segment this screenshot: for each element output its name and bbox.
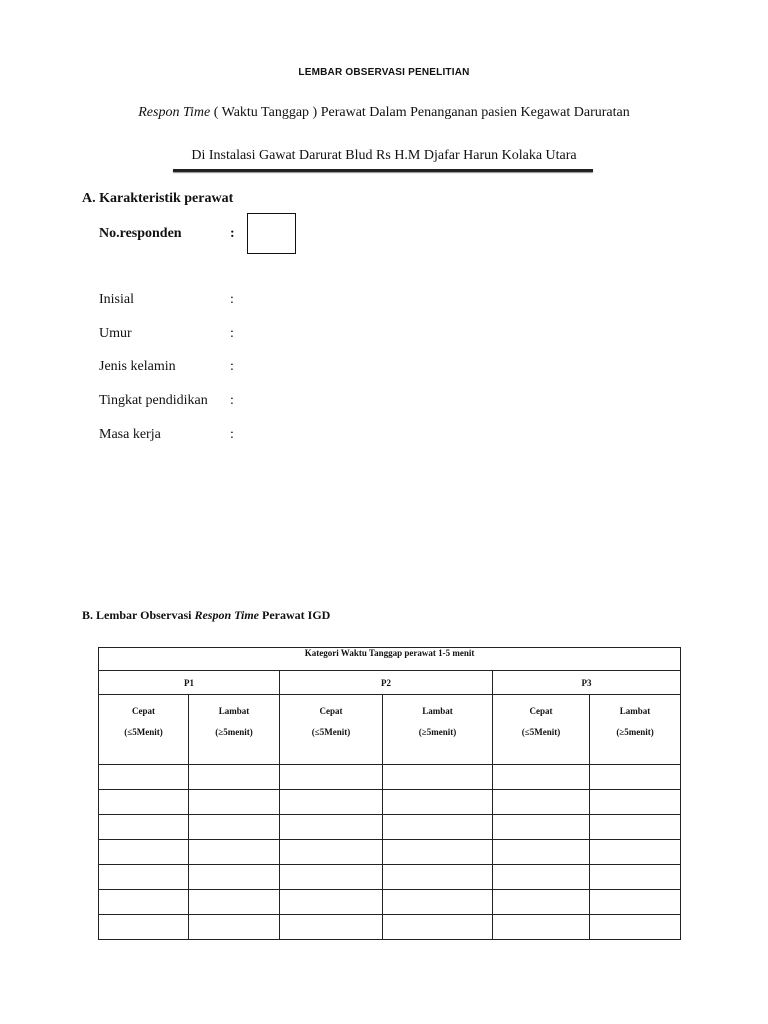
no-responden-label: No.responden: [99, 226, 182, 241]
document-title: LEMBAR OBSERVASI PENELITIAN: [298, 67, 470, 78]
field-label-inisial: Inisial: [99, 292, 134, 307]
column-header-label: Lambat: [619, 706, 651, 716]
column-header-label: Cepat: [132, 706, 155, 716]
section-b-suffix: Perawat IGD: [259, 608, 331, 622]
table-cell[interactable]: [99, 840, 189, 865]
section-a-heading: A. Karakteristik perawat: [82, 191, 234, 206]
subtitle-line-1: [0, 105, 768, 121]
table-cell[interactable]: [590, 865, 681, 890]
table-cell[interactable]: [590, 890, 681, 915]
column-header-sub: (≥5menit): [616, 727, 654, 737]
table-cell[interactable]: [99, 790, 189, 815]
column-header-label: Lambat: [422, 706, 453, 716]
table-cell[interactable]: [383, 765, 493, 790]
group-header-p2: P2: [280, 671, 493, 695]
table-cell[interactable]: [590, 915, 681, 940]
table-cell[interactable]: [590, 840, 681, 865]
column-header: [383, 695, 493, 765]
no-responden-box[interactable]: [247, 213, 296, 254]
observation-table: [98, 647, 681, 940]
table-cell[interactable]: [280, 915, 383, 940]
table-cell[interactable]: [189, 865, 280, 890]
table-cell[interactable]: [493, 790, 590, 815]
table-cell[interactable]: [99, 765, 189, 790]
table-cell[interactable]: [189, 915, 280, 940]
column-header-sub: (≤5Menit): [124, 727, 163, 737]
table-cell[interactable]: [383, 890, 493, 915]
table-title: Kategori Waktu Tanggap perawat 1-5 menit: [99, 648, 681, 671]
table-cell[interactable]: [189, 840, 280, 865]
column-header-sub: (≥5menit): [215, 727, 253, 737]
table-row: [99, 840, 681, 865]
field-colon-umur: :: [230, 326, 234, 341]
table-cell[interactable]: [590, 765, 681, 790]
table-cell[interactable]: [383, 840, 493, 865]
field-label-umur: Umur: [99, 326, 132, 341]
subtitle-italic-term: Respon Time: [138, 105, 211, 120]
no-responden-colon: :: [230, 226, 235, 241]
field-colon-tingkat-pendidikan: :: [230, 393, 234, 408]
table-row: [99, 915, 681, 940]
table-cell[interactable]: [99, 915, 189, 940]
table-row: [99, 790, 681, 815]
column-header: [189, 695, 280, 765]
table-cell[interactable]: [590, 790, 681, 815]
group-header-p1: P1: [99, 671, 280, 695]
column-header-label: Lambat: [218, 706, 250, 716]
column-header-sub: (≥5menit): [418, 727, 457, 737]
field-colon-jenis-kelamin: :: [230, 359, 234, 374]
section-b-prefix: B. Lembar Observasi: [82, 608, 195, 622]
table-cell[interactable]: [383, 865, 493, 890]
column-header: [99, 695, 189, 765]
field-colon-inisial: :: [230, 292, 234, 307]
table-cell[interactable]: [280, 790, 383, 815]
section-b-italic-term: Respon Time: [194, 608, 260, 622]
table-cell[interactable]: [189, 890, 280, 915]
table-cell[interactable]: [280, 865, 383, 890]
table-cell[interactable]: [280, 815, 383, 840]
table-cell[interactable]: [493, 815, 590, 840]
table-cell[interactable]: [280, 890, 383, 915]
table-cell[interactable]: [99, 865, 189, 890]
subtitle-line-2: Di Instalasi Gawat Darurat Blud Rs H.M Djafar Harun Kolaka Utara: [191, 148, 577, 163]
table-body: [99, 765, 681, 940]
column-header-label: Cepat: [319, 706, 343, 716]
table-row: [99, 865, 681, 890]
field-label-masa-kerja: Masa kerja: [99, 427, 161, 442]
table-cell[interactable]: [493, 865, 590, 890]
table-row: [99, 890, 681, 915]
table-cell[interactable]: [189, 790, 280, 815]
column-header: [280, 695, 383, 765]
table-cell[interactable]: [280, 840, 383, 865]
field-label-tingkat-pendidikan: Tingkat pendidikan: [99, 393, 208, 408]
table-cell[interactable]: [280, 765, 383, 790]
table-cell[interactable]: [493, 915, 590, 940]
table-cell[interactable]: [493, 765, 590, 790]
table-cell[interactable]: [590, 815, 681, 840]
column-header-label: Cepat: [529, 706, 553, 716]
table-cell[interactable]: [383, 790, 493, 815]
field-colon-masa-kerja: :: [230, 427, 234, 442]
column-header-sub: (≤5Menit): [311, 727, 351, 737]
group-header-p3: P3: [493, 671, 681, 695]
table-cell[interactable]: [99, 890, 189, 915]
column-header: [590, 695, 681, 765]
table-row: [99, 815, 681, 840]
table-cell[interactable]: [493, 840, 590, 865]
section-b-heading: [82, 608, 330, 623]
column-header: [493, 695, 590, 765]
table-cell[interactable]: [383, 915, 493, 940]
subtitle-line-1-text: ( Waktu Tanggap ) Perawat Dalam Penanganan pasien Kegawat Daruratan: [210, 105, 630, 120]
table-row: [99, 765, 681, 790]
table-cell[interactable]: [493, 890, 590, 915]
table-cell[interactable]: [383, 815, 493, 840]
table-cell[interactable]: [99, 815, 189, 840]
table-cell[interactable]: [189, 765, 280, 790]
column-header-sub: (≤5Menit): [521, 727, 561, 737]
field-label-jenis-kelamin: Jenis kelamin: [99, 359, 176, 374]
table-cell[interactable]: [189, 815, 280, 840]
title-underline-rule: [173, 169, 593, 172]
